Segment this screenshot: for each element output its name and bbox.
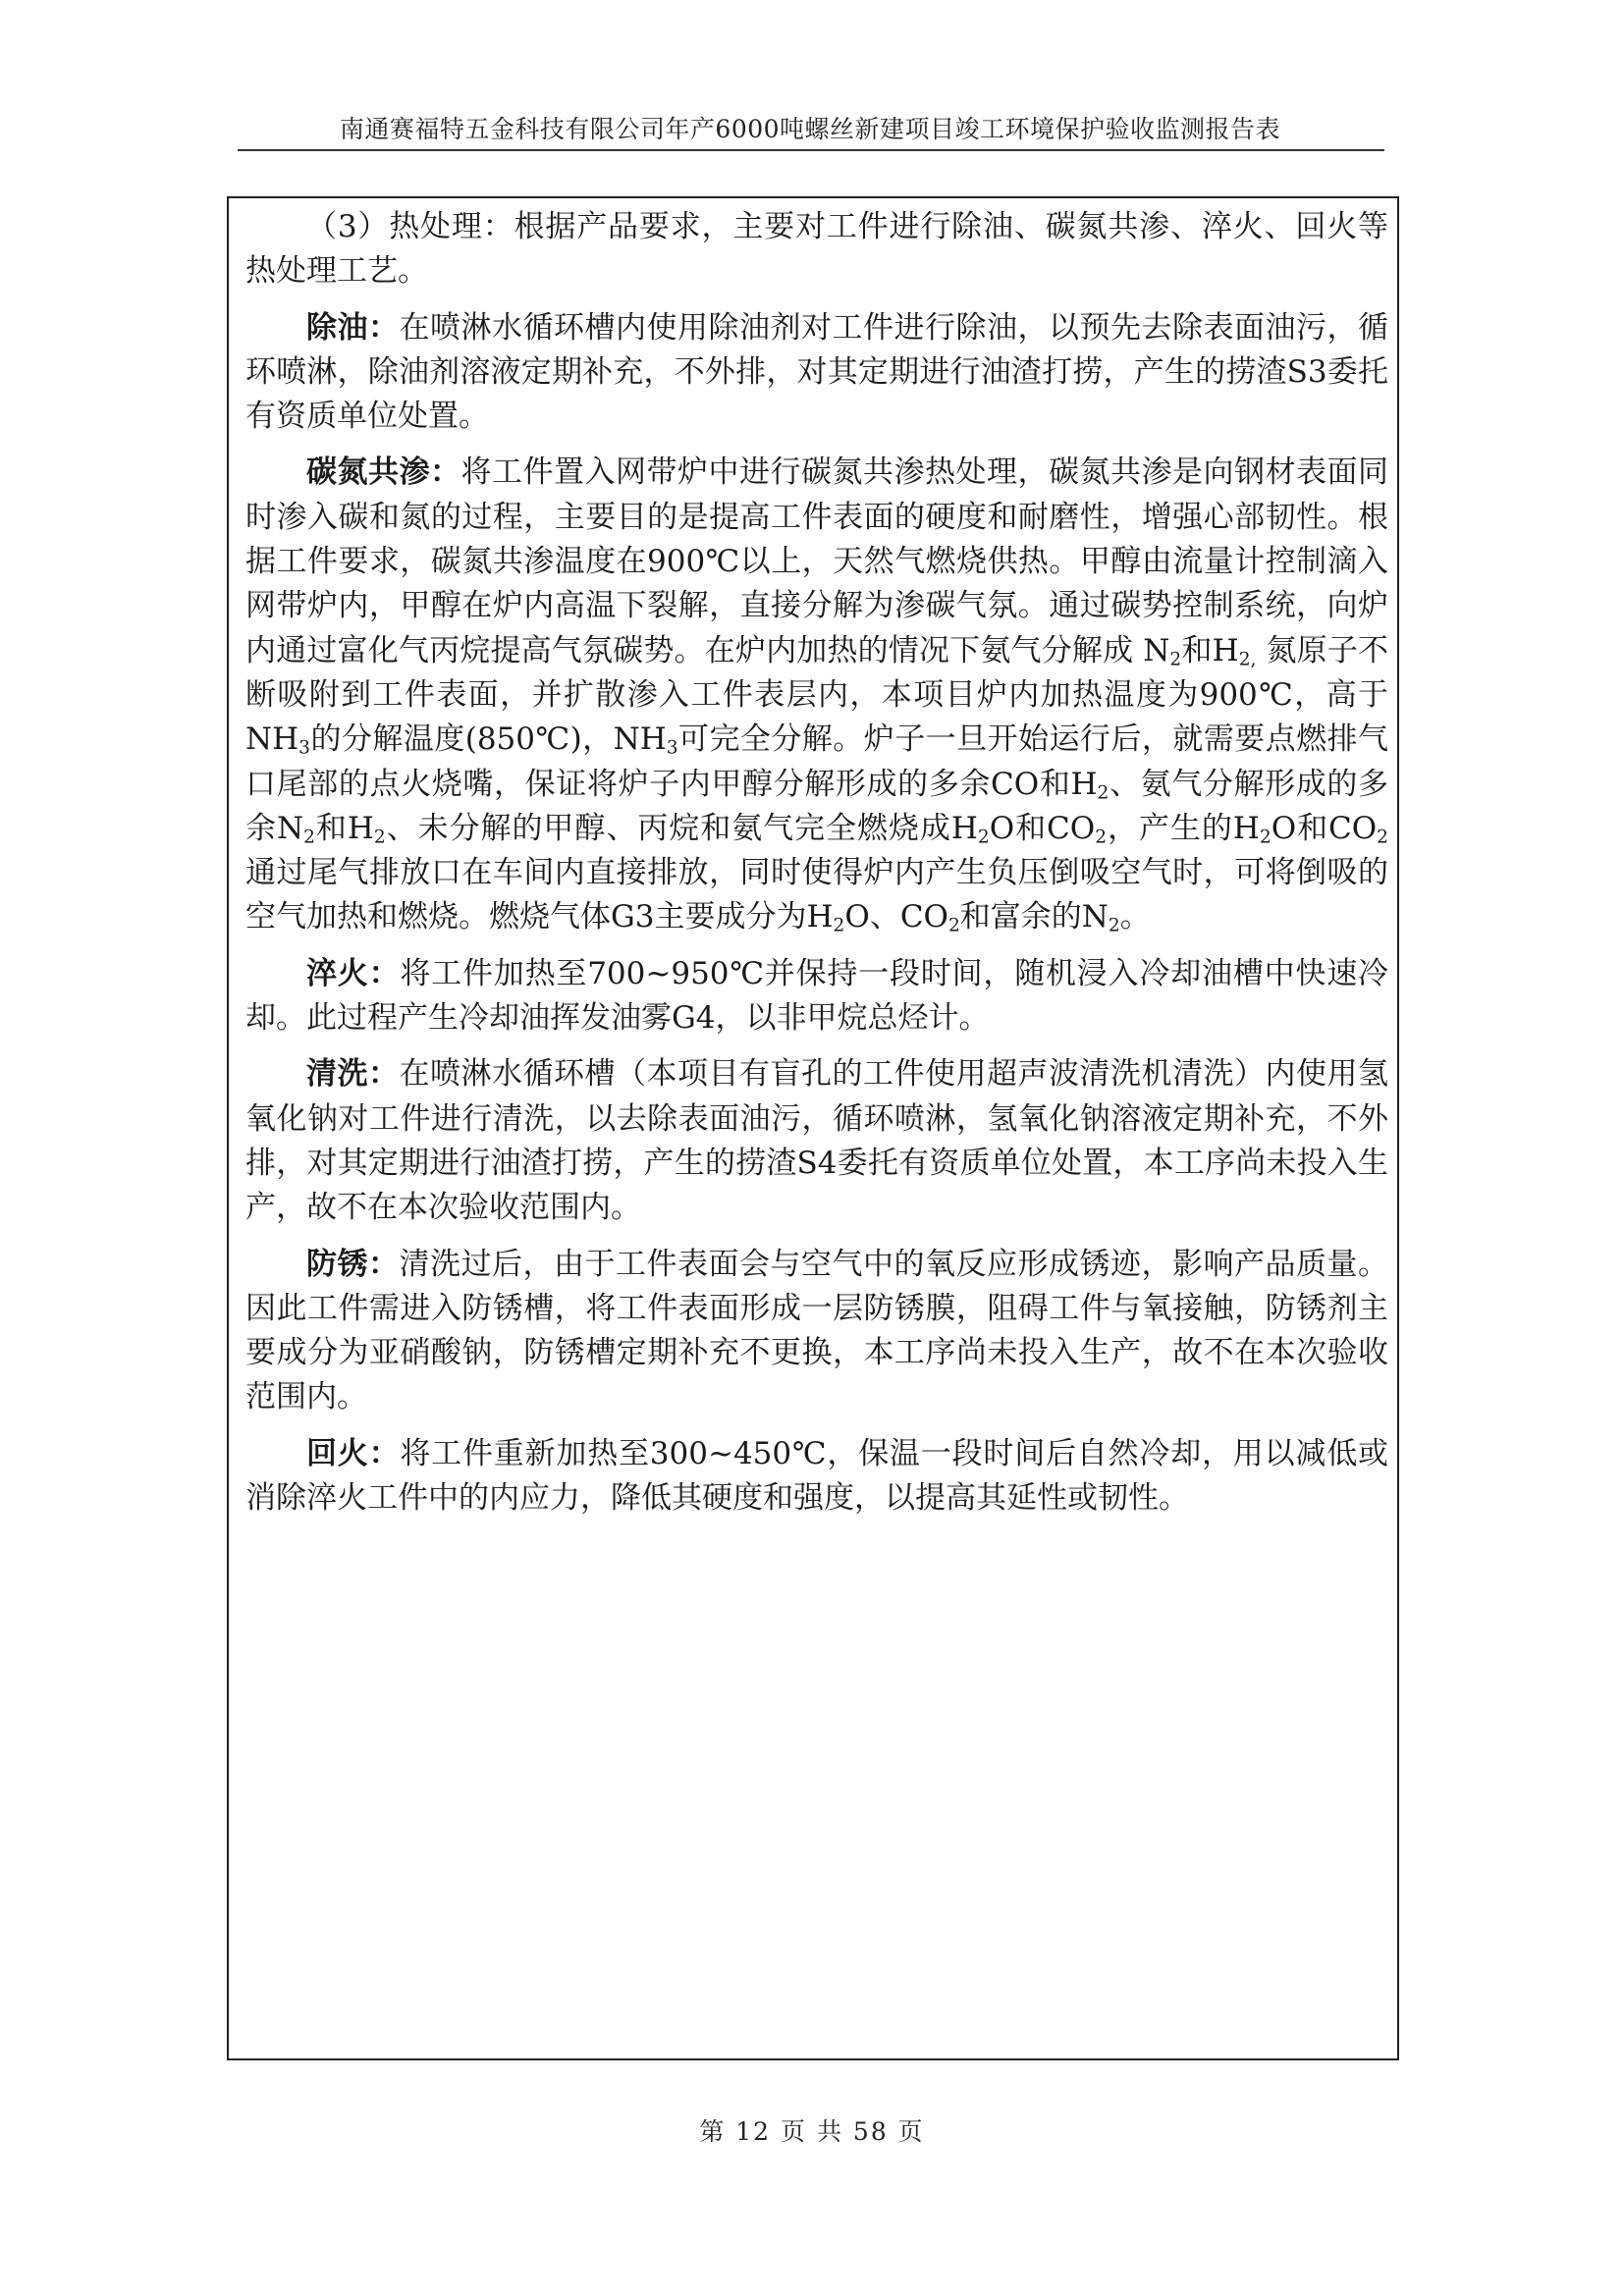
quench-paragraph bbox=[245, 952, 1388, 1041]
degrease-term: 除油： bbox=[306, 309, 400, 346]
chem-n2: $N_2$ bbox=[1143, 632, 1182, 670]
report-header-title: 南通赛福特五金科技有限公司年产6000吨螺丝新建项目竣工环境保护验收监测报告表 bbox=[339, 115, 1281, 143]
chem-co2: $CO_2$ bbox=[1047, 810, 1108, 848]
temper-paragraph bbox=[245, 1432, 1388, 1522]
quench-term: 淬火： bbox=[306, 955, 401, 991]
intro-text: （3）热处理：根据产品要求，主要对工件进行除油、碳氮共渗、淬火、回火等热处理工艺。 bbox=[245, 209, 1388, 290]
degrease-paragraph bbox=[245, 306, 1388, 440]
chem-h2o: $H_2O$ bbox=[806, 899, 870, 937]
chem-h2o: $H_2O$ bbox=[950, 810, 1015, 848]
chem-h2: $H_{2,}$ bbox=[1212, 632, 1257, 670]
chem-nh3: $NH_3$ bbox=[613, 721, 678, 759]
quench-text: 将工件加热至700~950℃并保持一段时间，随机浸入冷却油槽中快速冷却。此过程产生冷却油挥发油雾G4，以非甲烷总烃计。 bbox=[245, 955, 1388, 1037]
intro-paragraph bbox=[245, 205, 1388, 294]
page-number: 第 12 页 共 58 页 bbox=[699, 2117, 925, 2146]
body-text bbox=[245, 205, 1388, 1532]
antirust-paragraph bbox=[245, 1243, 1388, 1420]
degrease-text: 在喷淋水循环槽内使用除油剂对工件进行除油，以预先去除表面油污，循环喷淋，除油剂溶液定期补充，不外排，对其定期进行油渣打捞，产生的捞渣S3委托有资质单位处置。 bbox=[245, 309, 1388, 435]
antirust-text: 清洗过后，由于工件表面会与空气中的氧反应形成锈迹，影响产品质量。因此工件需进入防锈槽，将工件表面形成一层防锈膜，阻碍工件与氧接触，防锈剂主要成分为亚硝酸钠，防锈槽定期补充不更换，本工序尚未投入生产，故不在本次验收范围内。 bbox=[245, 1246, 1388, 1415]
temper-term: 回火： bbox=[306, 1435, 401, 1471]
header-divider bbox=[238, 149, 1384, 151]
chem-nh3: $NH_3$ bbox=[245, 721, 311, 759]
chem-h2: $H_2$ bbox=[347, 810, 386, 848]
cleaning-text: 在喷淋水循环槽（本项目有盲孔的工件使用超声波清洗机清洗）内使用氢氧化钠对工件进行清洗，以去除表面油污，循环喷淋，氢氧化钠溶液定期补充，不外排，对其定期进行油渣打捞，产生的捞渣S4委托有资质单位处置，本工序尚未投入生产，故不在本次验收范围内。 bbox=[245, 1056, 1388, 1226]
chem-co2: $CO_2$ bbox=[1328, 810, 1388, 848]
cleaning-paragraph bbox=[245, 1052, 1388, 1230]
antirust-term: 防锈： bbox=[306, 1246, 400, 1282]
chem-n2: $N_2$ bbox=[1081, 899, 1120, 937]
chem-h2o: $H_2O$ bbox=[1232, 810, 1297, 848]
temper-text: 将工件重新加热至300~450℃，保温一段时间后自然冷却，用以减低或消除淬火工件中的内应力，降低其硬度和强度，以提高其延性或韧性。 bbox=[245, 1435, 1388, 1517]
chem-h2: $H_2$ bbox=[1070, 766, 1110, 804]
carbonitriding-term: 碳氮共渗： bbox=[306, 454, 461, 491]
carbonitriding-paragraph: 碳氮共渗：将工件置入网带炉中进行碳氮共渗热处理，碳氮共渗是向钢材表面同时渗入碳和氮的过程，主要目的是提高工件表面的硬度和耐磨性，增强心部韧性。根据工件要求，碳氮共渗温度在900℃以上，天然气燃烧供热。甲醇由流量计控制滴入网带炉内，甲醇在炉内高温下裂解，直接分解为渗碳气氛。通过碳势控制系统，向炉内通过富化气丙烷提高气氛碳势。在炉内加热的情况下氨气分解成 $N_2$和$H_{2,}$ 氮原子不断吸附到工件表面，并扩散渗入工件表层内，本项目炉内加热温度为900℃，高于$NH_3$的分解温度(850℃)，$NH_3$可完全分解。炉子一旦开始运行后，就需要点燃排气口尾部的点火烧嘴，保证将炉子内甲醇分解形成的多余CO和$H_2$、氨气分解形成的多余$N_2$和$H_2$、未分解的甲醇、丙烷和氨气完全燃烧成$H_2O$和$CO_2$，产生的$H_2O$和$CO_2$通过尾气排放口在车间内直接排放，同时使得炉内产生负压倒吸空气时，可将倒吸的空气加热和燃烧。燃烧气体G3主要成分为$H_2O$、$CO_2$和富余的$N_2$。 bbox=[245, 454, 1389, 937]
cleaning-term: 清洗： bbox=[306, 1056, 400, 1093]
carbonitriding-text-1: 将工件置入网带炉中进行碳氮共渗热处理，碳氮共渗是向钢材表面同时渗入碳和氮的过程，主要目的是提高工件表面的硬度和耐磨性，增强心部韧性。根据工件要求，碳氮共渗温度在900℃以上，天然气燃烧供热。甲醇由流量计控制滴入网带炉内，甲醇在炉内高温下裂解，直接分解为渗碳气氛。通过碳势控制系统，向炉内通过富化气丙烷提高气氛碳势。在炉内加热的情况下氨气分解成 bbox=[245, 454, 1388, 668]
chem-co2: $CO_2$ bbox=[899, 899, 960, 937]
chem-n2: $N_2$ bbox=[276, 810, 315, 848]
content-table-cell bbox=[227, 196, 1399, 2060]
